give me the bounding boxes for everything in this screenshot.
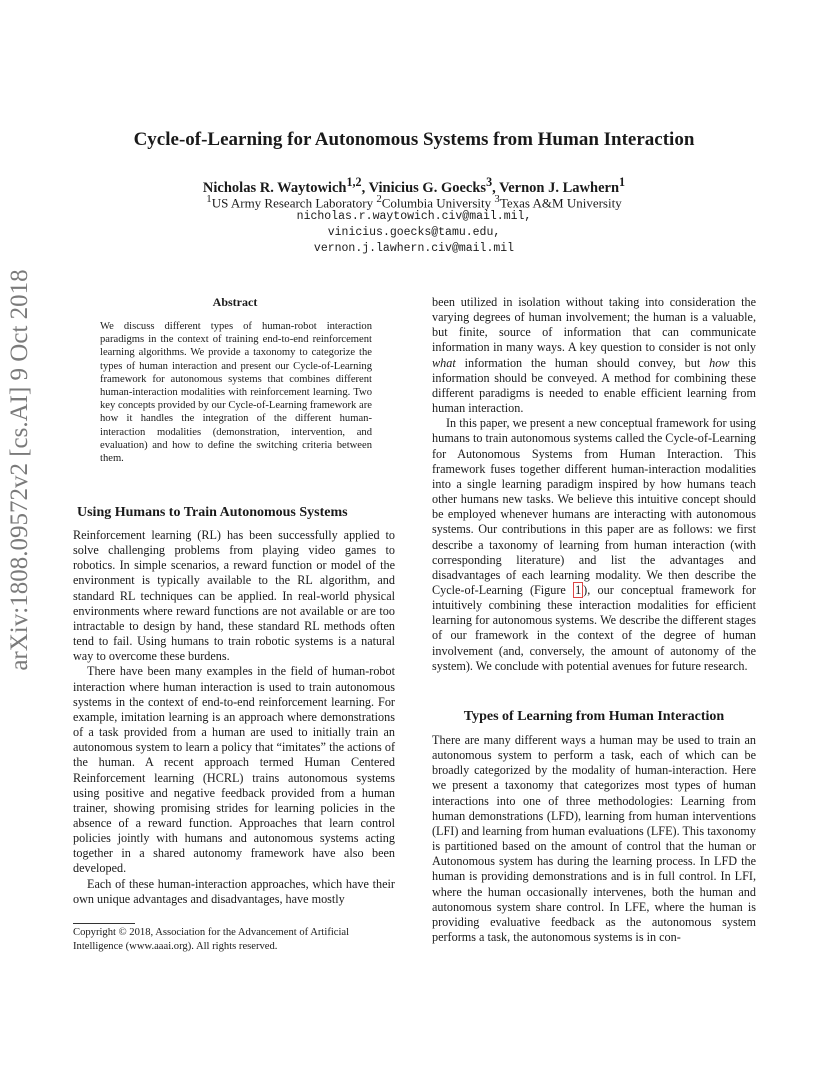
footnote-rule: [73, 923, 135, 924]
paragraph: been utilized in isolation without taking into consideration the varying degrees of human involvement; the human is a valuable, but finite, source of information that can communicate information in many ways. A key question to consider is not only what information the human should convey, but how this information should be conveyed. A method for combining these different paradigms is needed to enable efficient learning from human interaction.: [432, 295, 756, 416]
right-column-body-section2: [432, 733, 756, 945]
author-list: Nicholas R. Waytowich$^{1,2}$, Vinicius G. Goecks$^3$, Vernon J. Lawhern$^1$: [202, 175, 626, 196]
arxiv-identifier: arXiv:1808.09572v2 [cs.AI] 9 Oct 2018: [6, 269, 33, 671]
section-heading-using-humans: Using Humans to Train Autonomous Systems: [77, 505, 348, 520]
email-waytowich: nicholas.r.waytowich.civ@mail.mil,: [296, 210, 532, 223]
paragraph-text: In this paper, we present a new conceptual framework for using humans to train autonomous systems called the Cycle-of-Learning for Autonomous Systems from Human Interaction. This framework fuses together different human-interaction modalities into a single learning paradigm inspired by how humans teach other humans new tasks. We believe this intuitive concept should be employed whenever humans are interacting with autonomous systems. Our contributions in this paper are as follows: we first describe a taxonomy of learning from human interaction (with corresponding literature) and list the advantages and disadvantages of each learning modality. We then describe the Cycle-of-Learning (Figure: [432, 416, 756, 597]
author-emails: [0, 209, 828, 257]
paragraph-text: ), our conceptual framework for intuitively combining these interaction modalities for efficient learning for autonomous systems. We describe the different stages of our framework in the context of the degree of human involvement (and, conversely, the amount of autonomy of the system). We conclude with potential avenues for future research.: [432, 582, 756, 673]
affiliations: $^1$US Army Research Laboratory $^2$Columbia University $^3$Texas A&M University: [206, 193, 622, 211]
figure-reference-link[interactable]: 1: [575, 582, 582, 597]
right-column-body: [432, 295, 756, 674]
email-goecks: vinicius.goecks@tamu.edu,: [327, 226, 501, 239]
paragraph: [432, 416, 756, 674]
copyright-footnote: Copyright © 2018, Association for the Advancement of Artificial Intelligence (www.aaai.org). All rights reserved.: [73, 927, 350, 952]
paragraph: Each of these human-interaction approaches, which have their own unique advantages and disadvantages, have mostly: [73, 876, 395, 906]
paragraph: Reinforcement learning (RL) has been successfully applied to solve challenging problems from playing video games to robotics. In simple scenarios, a reward function or model of the environment is typically available to the RL algorithm, and standard RL techniques can be applied. In real-world physical environments where reward functions are not available or are too intractable to design by hand, these standard RL methods often tend to fail. Using humans to train robotic systems is a natural way to overcome these burdens.: [73, 528, 395, 664]
paper-title: Cycle-of-Learning for Autonomous Systems from Human Interaction: [133, 129, 695, 150]
paragraph: There have been many examples in the field of human-robot interaction where human interaction is used to train autonomous systems in the context of end-to-end reinforcement learning. For example, imitation learning is an approach where demonstrations of a task provided from a human are used to initially train an autonomous system to learn a policy that “imitates” the actions of the human. A recent approach termed Human Centered Reinforcement learning (HCRL) trains autonomous systems using positive and negative feedback provided from a human trainer, showing promising strides for learning policies in the absence of a reward function. Approaches that learn control policies jointly with humans and autonomous systems acting together in a shared autonomy framework have also been developed.: [73, 664, 395, 876]
left-column-body: [73, 528, 395, 907]
abstract-text: We discuss different types of human-robot interaction paradigms in the context of training end-to-end reinforcement learning algorithms. We provide a taxonomy to categorize the types of human interaction and present our Cycle-of-Learning framework for autonomous systems that combines different human-interaction modalities with reinforcement learning. Two key concepts provided by our Cycle-of-Learning framework are how it handles the integration of the different human-interaction modalities (demonstration, intervention, and evaluation) and how to define the switching criteria between them.: [100, 321, 372, 465]
section-heading-types-of-learning: Types of Learning from Human Interaction: [463, 709, 725, 724]
paragraph: There are many different ways a human may be used to train an autonomous system to perform a task, each of which can be broadly categorized by the modality of human-interaction. Here we present a taxonomy that categorizes most types of human interactions into one of three methodologies: Learning from human demonstrations (LFD), learning from human interventions (LFI) and learning from human evaluations (LFE). This taxonomy is partitioned based on the amount of control that the human or Autonomous system has during the learning process. In LFD the human is providing demonstrations and is in full control. In LFI, where the human occasionally intervenes, both the human and autonomous system share control. In LFE, where the human is providing evaluative feedback as the autonomous system performs a task, the autonomous systems is in con-: [432, 733, 756, 945]
email-lawhern: vernon.j.lawhern.civ@mail.mil: [313, 242, 515, 255]
abstract-heading: Abstract: [212, 295, 258, 309]
